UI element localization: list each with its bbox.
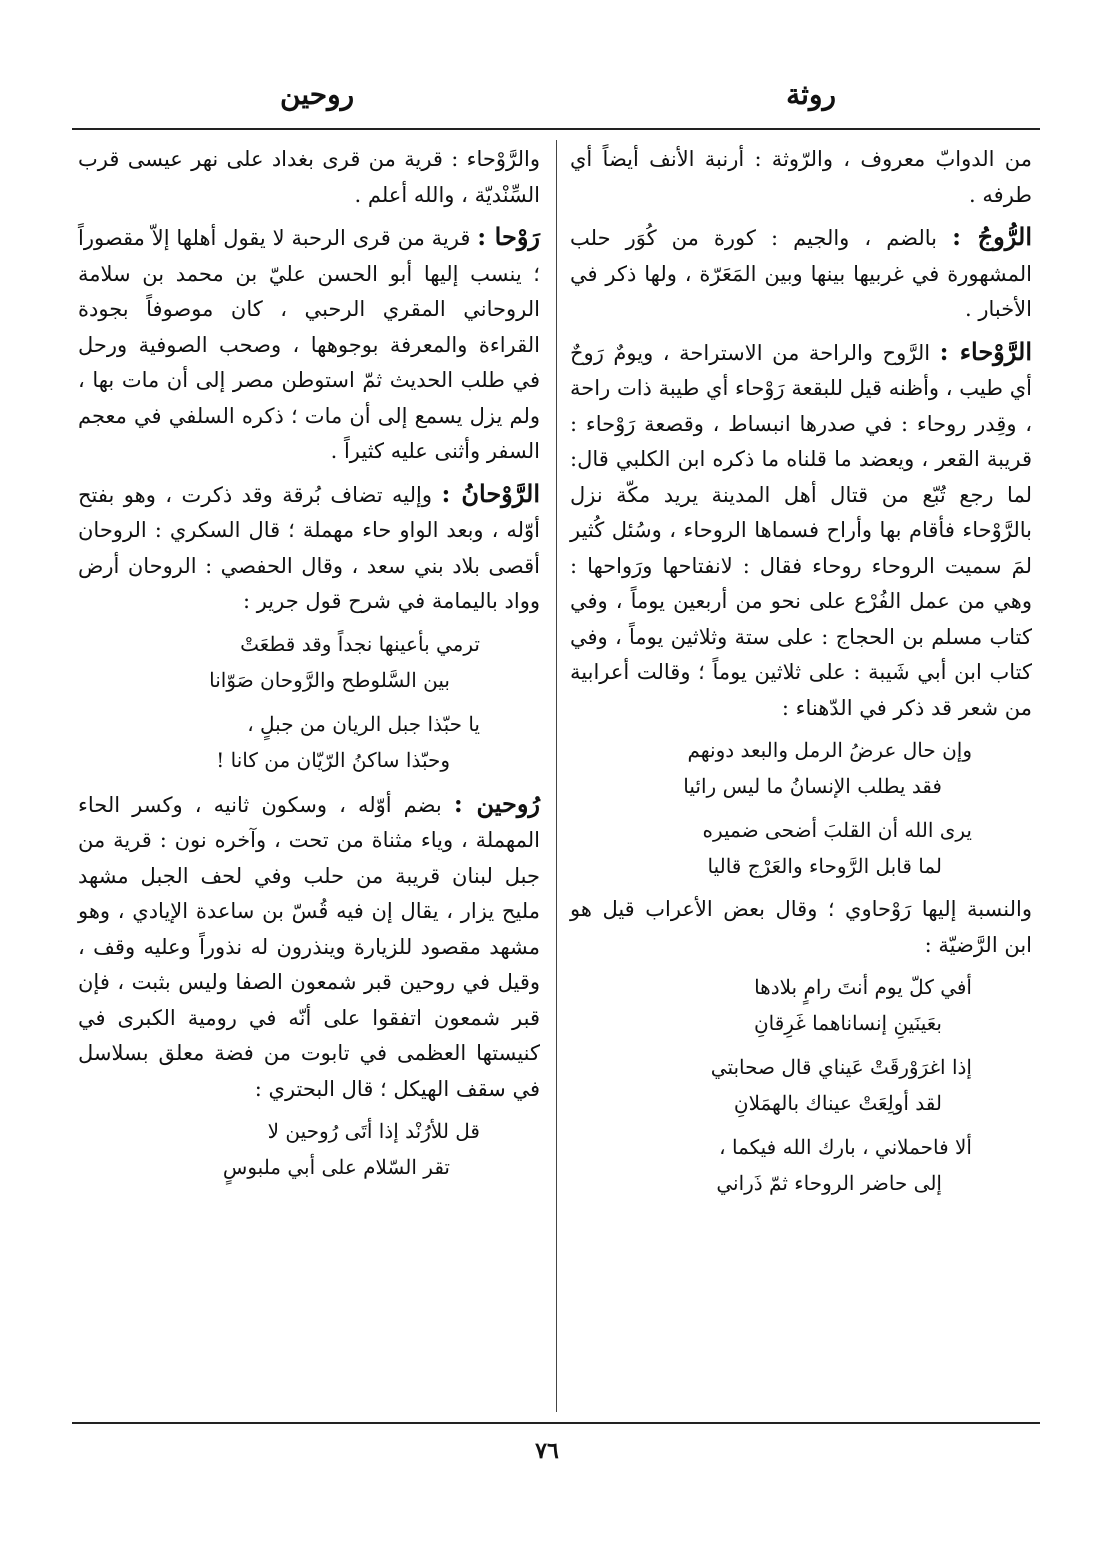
entry-headword: الرُّوجُ : — [952, 222, 1032, 251]
entry-text: بضم أوّله ، وسكون ثانيه ، وكسر الحاء المهملة ، وياء مثناة من تحت ، وآخره نون : قرية من جبل لبنان قريبة من حلب وفي لحف الجبل مشهد مليح يزار ، يقال إن فيه قُسّ بن ساعدة الإيادي ، وهو مشهد مقصود للزيارة وينذرون له نذوراً وعليه وقف ، وقيل في روحين قبر شمعون الصفا وليس بثبت ، فإن قبر شمعون اتفقوا على أنّه في رومية الكبرى في كنيستها العظمى في تابوت من فضة معلق بسلاسل في سقف الهيكل ؛ قال البحتري : — [78, 792, 540, 1101]
entry-paragraph — [78, 142, 540, 213]
right-column — [570, 142, 1032, 1209]
entry-text: الرَّوح والراحة من الاستراحة ، ويومٌ رَوحٌ أي طيب ، وأظنه قيل للبقعة رَوْحاء أي طيبة ذات راحة ، وقِدر روحاء : في صدرها انبساط ، وقصعة رَوْحاء : قريبة القعر ، ويعضد ما قلناه ما ذكره ابن الكلبي قال: لما رجع تُبّع من قتال أهل المدينة يريد مكّة نزل بالرَّوْحاء فأقام بها وأراح فسماها الروحاء ، وسُئل كُثير لمَ سميت الروحاء روحاء فقال : لانفتاحها ورَواحها : وهي من عمل الفُرْع على نحو من أربعين يوماً ، وفي كتاب مسلم بن الحجاج : على ستة وثلاثين يوماً ، وفي كتاب ابن أبي شَيبة : على ثلاثين يوماً ؛ وقالت أعرابية من شعر قد ذكر في الدّهناء : — [570, 340, 1032, 720]
header-rule — [72, 128, 1040, 130]
entry-headword: الرَّوْحاء : — [939, 336, 1032, 366]
verse-line: إلى حاضر الروحاء ثمّ ذَراني — [716, 1171, 942, 1195]
verse-line: يرى الله أن القلبَ أضحى ضميره — [702, 818, 972, 842]
left-column — [78, 142, 540, 1193]
entry-text: والرَّوْحاء : قرية من قرى بغداد على نهر عيسى قرب السِّنْديّة ، والله أعلم . — [78, 147, 540, 207]
verse-line: لقد أولِعَتْ عيناك بالهمَلانِ — [733, 1091, 942, 1115]
verse-line: قل للأرُنْد إذا أتَى رُوحين لا — [267, 1119, 480, 1143]
verse-line: تقر السّلام على أبي ملبوسٍ — [222, 1155, 450, 1179]
entry-text: بالضم ، والجيم : كورة من كُوَر حلب المشهورة في غربيها بينها وبين المَعَرّة ، ولها ذكر في الأخبار . — [570, 226, 1032, 321]
verse-line: ترمي بأعينها نجداً وقد قطعَتْ — [240, 631, 480, 656]
entry-paragraph — [570, 892, 1032, 963]
verse-line: ألا فاحملاني ، بارك الله فيكما ، — [719, 1135, 972, 1159]
entry-paragraph — [78, 476, 540, 620]
entry-paragraph — [78, 219, 540, 470]
verse-line: إذا اغرَوْرقَتْ عَيناي قال صحابتي — [710, 1055, 972, 1079]
entry-paragraph — [570, 142, 1032, 213]
poem-verse — [78, 706, 540, 778]
poem-verse — [570, 969, 1032, 1041]
header-right-title: روثة — [786, 78, 836, 111]
entry-headword: الرَّوْحانُ : — [441, 478, 540, 508]
header-left-title: روحين — [280, 78, 355, 111]
poem-verse — [78, 1113, 540, 1185]
entry-text: قرية من قرى الرحبة لا يقول أهلها إلاّ مقصوراً ؛ ينسب إليها أبو الحسن عليّ بن محمد بن سلامة الروحاني المقري الرحبي ، كان موصوفاً بجودة القراءة والمعرفة بوجوهها ، وصحب الصوفية ورحل في طلب الحديث ثمّ استوطن مصر إلى أن مات بها ، ولم يزل يسمع إلى أن مات ؛ ذكره السلفي في معجم السفر وأثنى عليه كثيراً . — [78, 226, 540, 463]
verse-line: أفي كلّ يوم أنتَ رامٍ بلادها — [754, 975, 972, 999]
entry-text: وإليه تضاف بُرقة وقد ذكرت ، وهو بفتح أوّله ، وبعد الواو حاء مهملة ؛ قال السكري : الروحان أقصى بلاد بني سعد ، وقال الحفصي : الروحان أرض وواد باليمامة في شرح قول جرير : — [78, 482, 540, 613]
entry-paragraph — [570, 219, 1032, 328]
verse-line: فقد يطلب الإنسانُ ما ليس رائيا — [683, 774, 942, 798]
verse-line: لما قابل الرَّوحاء والعَرْج قاليا — [707, 854, 942, 878]
entry-headword: رُوحين : — [453, 788, 540, 818]
verse-line: وحبّذا ساكنُ الرّيّان من كانا ! — [216, 747, 450, 772]
poem-verse — [570, 732, 1032, 804]
page-number: ٧٦ — [535, 1438, 559, 1464]
verse-line: بعَينَينِ إنساناهما غَرِقانِ — [753, 1011, 942, 1035]
entry-text: والنسبة إليها رَوْحاوي ؛ وقال بعض الأعراب قيل هو ابن الرَّضيّة : — [570, 897, 1032, 957]
entry-paragraph — [78, 786, 540, 1108]
poem-verse — [570, 1049, 1032, 1121]
poem-verse — [78, 626, 540, 698]
verse-line: بين السَّلوطح والرَّوحان صَوّانا — [209, 667, 450, 692]
verse-line: وإن حال عرضُ الرمل والبعد دونهم — [687, 738, 972, 762]
footer-rule — [72, 1422, 1040, 1424]
poem-verse — [570, 812, 1032, 884]
entry-headword: رَوْحا : — [477, 222, 540, 251]
entry-text: من الدوابّ معروف ، والرّوثة : أرنبة الأنف أيضاً أي طرفه . — [570, 147, 1032, 207]
column-divider — [556, 140, 557, 1412]
verse-line: يا حبّذا جبل الريان من جبلٍ ، — [247, 711, 480, 736]
entry-paragraph — [570, 334, 1032, 727]
poem-verse — [570, 1129, 1032, 1201]
